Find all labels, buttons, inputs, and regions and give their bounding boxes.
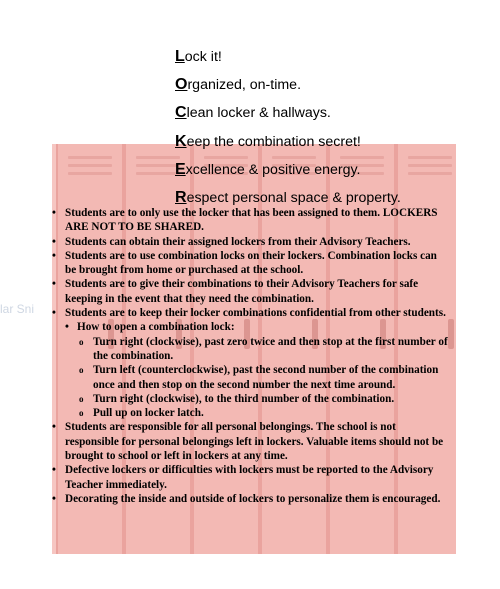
acronym-initial: C xyxy=(175,104,187,122)
rule-item: • Decorating the inside and outside of lockers to personalize them is encouraged. xyxy=(52,492,450,506)
combination-steps xyxy=(77,335,450,421)
acronym-line xyxy=(175,157,401,182)
rule-item xyxy=(52,306,450,420)
acronym-initial: R xyxy=(175,188,187,206)
how-to-heading: How to open a combination lock: xyxy=(77,321,235,334)
acronym-text: lean locker & hallways. xyxy=(186,105,331,122)
acronym-line xyxy=(175,44,401,69)
acronym-initial: O xyxy=(175,76,188,94)
combination-step: o Turn right (clockwise), to the third number of the combination. xyxy=(77,392,450,406)
rule-item: • Students are to give their combinations to their Advisory Teachers for safe keeping in the event that they need the combination. xyxy=(52,277,450,306)
how-to-list xyxy=(65,320,450,420)
acronym-initial: K xyxy=(175,132,187,150)
locker-acronym xyxy=(175,44,401,213)
how-to-item xyxy=(65,320,450,420)
combination-step: o Turn left (counterclockwise), past the second number of the combination once and then stop on the second number the next time around. xyxy=(77,363,450,392)
rule-item: • Students are to only use the locker that has been assigned to them. LOCKERS ARE NOT TO BE SHARED. xyxy=(52,206,450,235)
combination-step: o Turn right (clockwise), past zero twice and then stop at the first number of the combination. xyxy=(77,335,450,364)
combination-step: o Pull up on locker latch. xyxy=(77,406,450,420)
acronym-initial: L xyxy=(175,48,185,65)
rule-item: • Students are responsible for all personal belongings. The school is not responsible for personal belongings left in lockers. Valuable items should not be brought to school or left in lockers at any time. xyxy=(52,420,450,463)
rules-list xyxy=(52,206,450,506)
locker-rules xyxy=(52,206,450,506)
acronym-text: espect personal space & property. xyxy=(186,189,401,206)
acronym-line xyxy=(175,72,401,97)
acronym-line xyxy=(175,129,401,154)
rule-item: • Students can obtain their assigned lockers from their Advisory Teachers. xyxy=(52,235,450,249)
acronym-text: ock it! xyxy=(184,49,222,65)
rule-item: • Students are to use combination locks on their lockers. Combination locks can be brought from home or purchased at the school. xyxy=(52,249,450,278)
watermark-text: lar Sni xyxy=(0,302,35,316)
acronym-text: xcellence & positive energy. xyxy=(185,161,361,178)
rule-item-text: Students are to keep their locker combinations confidential from other students. xyxy=(65,307,446,320)
acronym-line xyxy=(175,100,401,125)
acronym-text: eep the combination secret! xyxy=(186,133,361,150)
rule-item: • Defective lockers or difficulties with lockers must be reported to the Advisory Teacher immediately. xyxy=(52,463,450,492)
acronym-text: rganized, on-time. xyxy=(187,77,302,94)
acronym-initial: E xyxy=(175,160,186,178)
